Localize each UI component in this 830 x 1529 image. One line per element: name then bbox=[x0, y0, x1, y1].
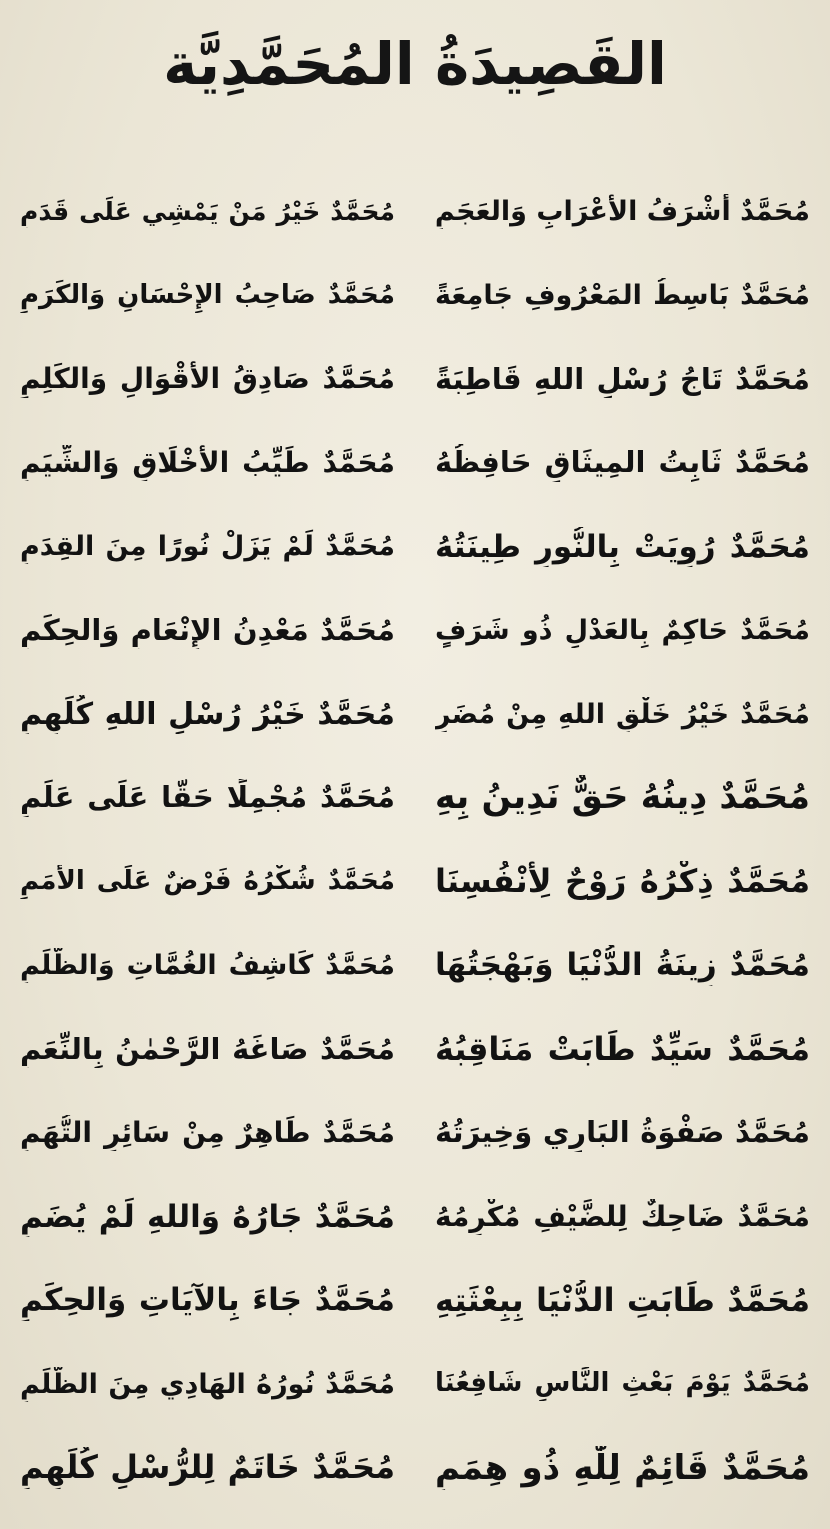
poem-verses bbox=[20, 170, 810, 1510]
verse-row bbox=[20, 421, 810, 505]
verse-first-hemistich: مُحَمَّدٌ أَشْرَفُ الأَعْرَابِ وَالعَجَمِ bbox=[435, 196, 810, 228]
verse-second-hemistich: مُحَمَّدٌ خَيْرُ رُسْلِ اللهِ كُلِّهِمِ bbox=[20, 696, 395, 732]
verse-row bbox=[20, 1343, 810, 1427]
verse-first-hemistich: مُحَمَّدٌ صَفْوَةُ البَارِي وَخِيرَتُهُ bbox=[435, 1115, 810, 1150]
verse-second-hemistich: مُحَمَّدٌ مُجْمِلًا حَقًّا عَلَى عَلَمِ bbox=[20, 780, 395, 815]
verse-row bbox=[20, 924, 810, 1008]
verse-first-hemistich: مُحَمَّدٌ ثَابِتُ المِيثَاقِ حَافِظُهُ bbox=[435, 445, 810, 480]
verse-row bbox=[20, 589, 810, 673]
verse-second-hemistich: مُحَمَّدٌ لَمْ يَزَلْ نُورًا مِنَ القِدَمِ bbox=[20, 531, 395, 563]
verse-row bbox=[20, 1426, 810, 1510]
poem-title: القَصِيدَةُ المُحَمَّدِيَّة bbox=[163, 30, 667, 98]
verse-first-hemistich: مُحَمَّدٌ قَائِمٌ لِلّٰهِ ذُو هِمَمِ bbox=[435, 1448, 810, 1489]
verse-first-hemistich: مُحَمَّدٌ بَاسِطُ المَعْرُوفِ جَامِعَةً bbox=[435, 280, 810, 312]
verse-row bbox=[20, 840, 810, 924]
verse-row bbox=[20, 673, 810, 757]
verse-first-hemistich: مُحَمَّدٌ رُوِيَتْ بِالنُّورِ طِينَتُهُ bbox=[435, 528, 810, 565]
verse-row bbox=[20, 254, 810, 338]
verse-row bbox=[20, 1091, 810, 1175]
verse-row bbox=[20, 170, 810, 254]
verse-second-hemistich: مُحَمَّدٌ صَاحِبُ الإِحْسَانِ وَالكَرَمِ bbox=[20, 279, 395, 310]
verse-row bbox=[20, 1259, 810, 1343]
verse-first-hemistich: مُحَمَّدٌ ذِكْرُهُ رَوْحٌ لِأَنْفُسِنَا bbox=[435, 862, 810, 901]
verse-first-hemistich: مُحَمَّدٌ يَوْمَ بَعْثِ النَّاسِ شَافِعُنَا bbox=[435, 1368, 810, 1399]
verse-second-hemistich: مُحَمَّدٌ جَاءَ بِالآيَاتِ وَالحِكَمِ bbox=[20, 1282, 395, 1319]
verse-row bbox=[20, 1008, 810, 1092]
verse-first-hemistich: مُحَمَّدٌ ضَاحِكٌ لِلضَّيْفِ مُكْرِمُهُ bbox=[435, 1199, 810, 1233]
verse-second-hemistich: مُحَمَّدٌ صَادِقُ الأَقْوَالِ وَالكَلِمِ bbox=[20, 362, 395, 396]
verse-first-hemistich: مُحَمَّدٌ خَيْرُ خَلْقِ اللهِ مِنْ مُضَرٍ bbox=[435, 698, 810, 730]
verse-second-hemistich: مُحَمَّدٌ طَيِّبُ الأَخْلَاقِ وَالشِّيَمِ bbox=[20, 445, 395, 479]
verse-second-hemistich: مُحَمَّدٌ خَاتَمٌ لِلرُّسْلِ كُلِّهِمِ bbox=[20, 1448, 395, 1487]
verse-first-hemistich: مُحَمَّدٌ حَاكِمٌ بِالعَدْلِ ذُو شَرَفٍ bbox=[435, 615, 810, 647]
verse-second-hemistich: مُحَمَّدٌ مَعْدِنُ الإِنْعَامِ وَالحِكَمِ bbox=[20, 612, 395, 647]
verse-second-hemistich: مُحَمَّدٌ كَاشِفُ الغُمَّاتِ وَالظُّلَمِ bbox=[20, 950, 395, 982]
verse-first-hemistich: مُحَمَّدٌ دِينُهُ حَقٌّ نَدِينُ بِهِ bbox=[435, 777, 810, 818]
verse-first-hemistich: مُحَمَّدٌ سَيِّدٌ طَابَتْ مَنَاقِبُهُ bbox=[435, 1029, 810, 1068]
verse-first-hemistich: مُحَمَّدٌ طَابَتِ الدُّنْيَا بِبِعْثَتِهِ bbox=[435, 1280, 810, 1319]
verse-second-hemistich: مُحَمَّدٌ خَيْرُ مَنْ يَمْشِي عَلَى قَدَمِ bbox=[20, 196, 395, 226]
verse-second-hemistich: مُحَمَّدٌ نُورُهُ الهَادِي مِنَ الظُّلَمِ bbox=[20, 1368, 395, 1400]
verse-second-hemistich: مُحَمَّدٌ صَاغَهُ الرَّحْمٰنُ بِالنِّعَمِ bbox=[20, 1031, 395, 1066]
verse-row bbox=[20, 338, 810, 422]
verse-row bbox=[20, 505, 810, 589]
verse-second-hemistich: مُحَمَّدٌ جَارُهُ وَاللهِ لَمْ يُضَمِ bbox=[20, 1198, 395, 1235]
verse-row bbox=[20, 756, 810, 840]
verse-second-hemistich: مُحَمَّدٌ شُكْرُهُ فَرْضٌ عَلَى الأُمَمِ bbox=[20, 865, 395, 896]
verse-first-hemistich: مُحَمَّدٌ تَاجُ رُسْلِ اللهِ قَاطِبَةً bbox=[435, 361, 810, 396]
verse-row bbox=[20, 1175, 810, 1259]
verse-second-hemistich: مُحَمَّدٌ طَاهِرٌ مِنْ سَائِرِ التُّهَمِ bbox=[20, 1115, 395, 1149]
verse-first-hemistich: مُحَمَّدٌ زِينَةُ الدُّنْيَا وَبَهْجَتُهَا bbox=[435, 947, 810, 984]
